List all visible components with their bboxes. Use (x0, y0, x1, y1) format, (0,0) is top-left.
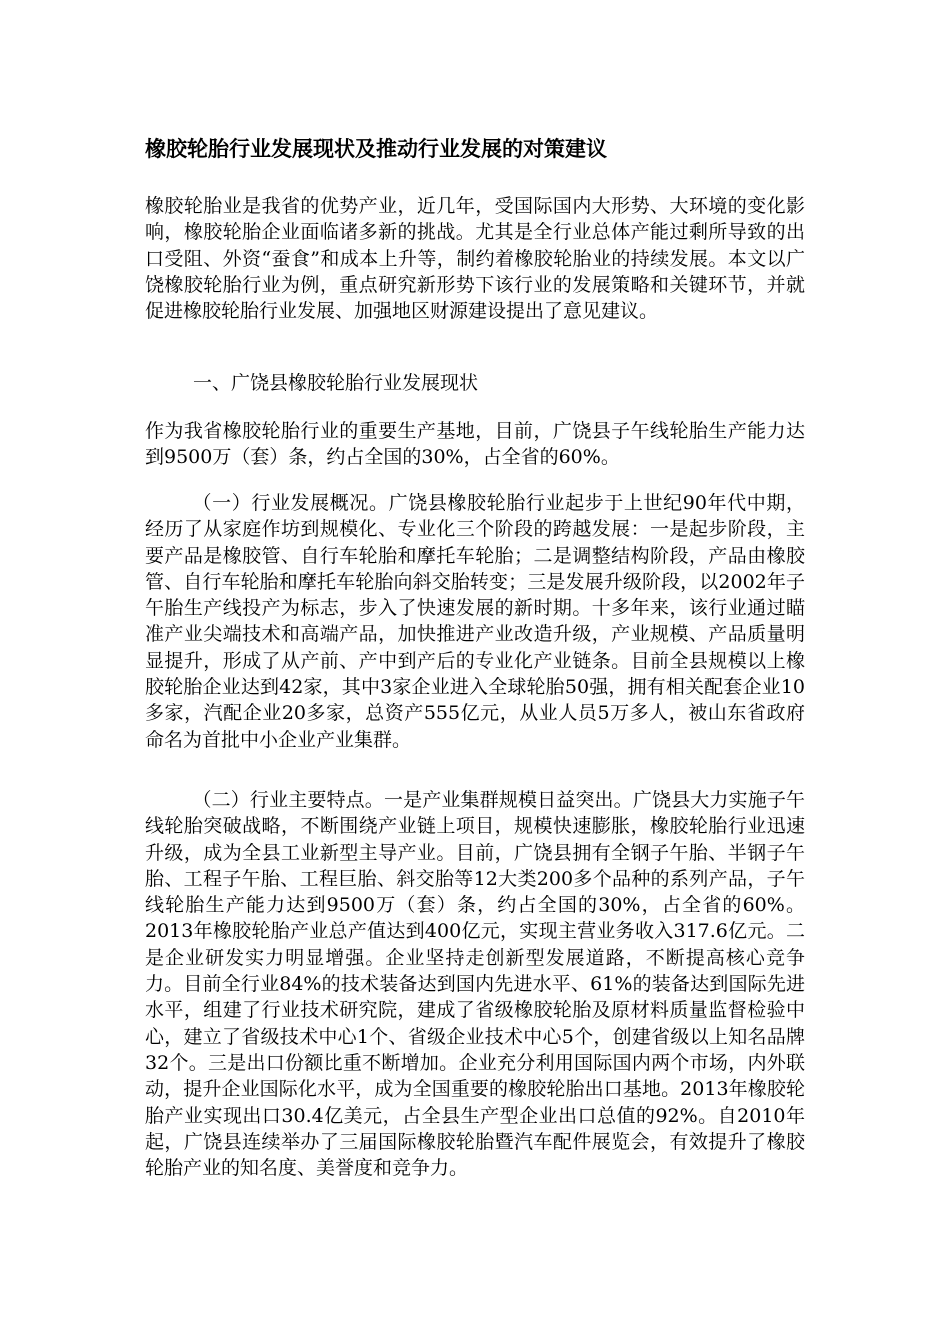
section-heading: 一、广饶县橡胶轮胎行业发展现状 (193, 372, 479, 394)
abstract-paragraph: 橡胶轮胎业是我省的优势产业，近几年，受国际国内大形势、大环境的变化影响，橡胶轮胎企业面临诸多新的挑战。尤其是全行业总体产能过剩所导致的出口受阻、外资“蚕食”和成本上升等，制约着橡胶轮胎业的持续发展。本文以广饶橡胶轮胎行业为例，重点研究新形势下该行业的发展策略和关键环节，并就促进橡胶轮胎行业发展、加强地区财源建设提出了意见建议。 (145, 195, 805, 323)
features-paragraph: （二）行业主要特点。一是产业集群规模日益突出。广饶县大力实施子午线轮胎突破战略，不断围绕产业链上项目，规模快速膨胀，橡胶轮胎行业迅速升级，成为全县工业新型主导产业。目前，广饶县拥有全钢子午胎、半钢子午胎、工程子午胎、工程巨胎、斜交胎等12大类200多个品种的系列产品，子午线轮胎生产能力达到9500万（套）条，约占全国的30%，占全省的60%。2013年橡胶轮胎产业总产值达到400亿元，实现主营业务收入317.6亿元。二是企业研发实力明显增强。企业坚持走创新型发展道路，不断提高核心竞争力。目前全行业84%的技术装备达到国内先进水平、61%的装备达到国际先进水平，组建了行业技术研究院，建成了省级橡胶轮胎及原材料质量监督检验中心，建立了省级技术中心1个、省级企业技术中心5个，创建省级以上知名品牌32个。三是出口份额比重不断增加。企业充分利用国际国内两个市场，内外联动，提升企业国际化水平，成为全国重要的橡胶轮胎出口基地。2013年橡胶轮胎产业实现出口30.4亿美元，占全县生产型企业出口总值的92%。自2010年起，广饶县连续举办了三届国际橡胶轮胎暨汽车配件展览会，有效提升了橡胶轮胎产业的知名度、美誉度和竞争力。 (145, 789, 805, 1180)
page-title: 橡胶轮胎行业发展现状及推动行业发展的对策建议 (145, 136, 607, 161)
overview-paragraph: （一）行业发展概况。广饶县橡胶轮胎行业起步于上世纪90年代中期，经历了从家庭作坊到规模化、专业化三个阶段的跨越发展：一是起步阶段，主要产品是橡胶管、自行车轮胎和摩托车轮胎；二是调整结构阶段，产品由橡胶管、自行车轮胎和摩托车轮胎向斜交胎转变；三是发展升级阶段，以2002年子午胎生产线投产为标志，步入了快速发展的新时期。十多年来，该行业通过瞄准产业尖端技术和高端产品，加快推进产业改造升级，产业规模、产品质量明显提升，形成了从产前、产中到产后的专业化产业链条。目前全县规模以上橡胶轮胎企业达到42家，其中3家企业进入全球轮胎50强，拥有相关配套企业10多家，汽配企业20多家，总资产555亿元，从业人员5万多人，被山东省政府命名为首批中小企业产业集群。 (145, 492, 805, 751)
intro-paragraph: 作为我省橡胶轮胎行业的重要生产基地，目前，广饶县子午线轮胎生产能力达到9500万（套）条，约占全国的30%，占全省的60%。 (145, 420, 805, 469)
